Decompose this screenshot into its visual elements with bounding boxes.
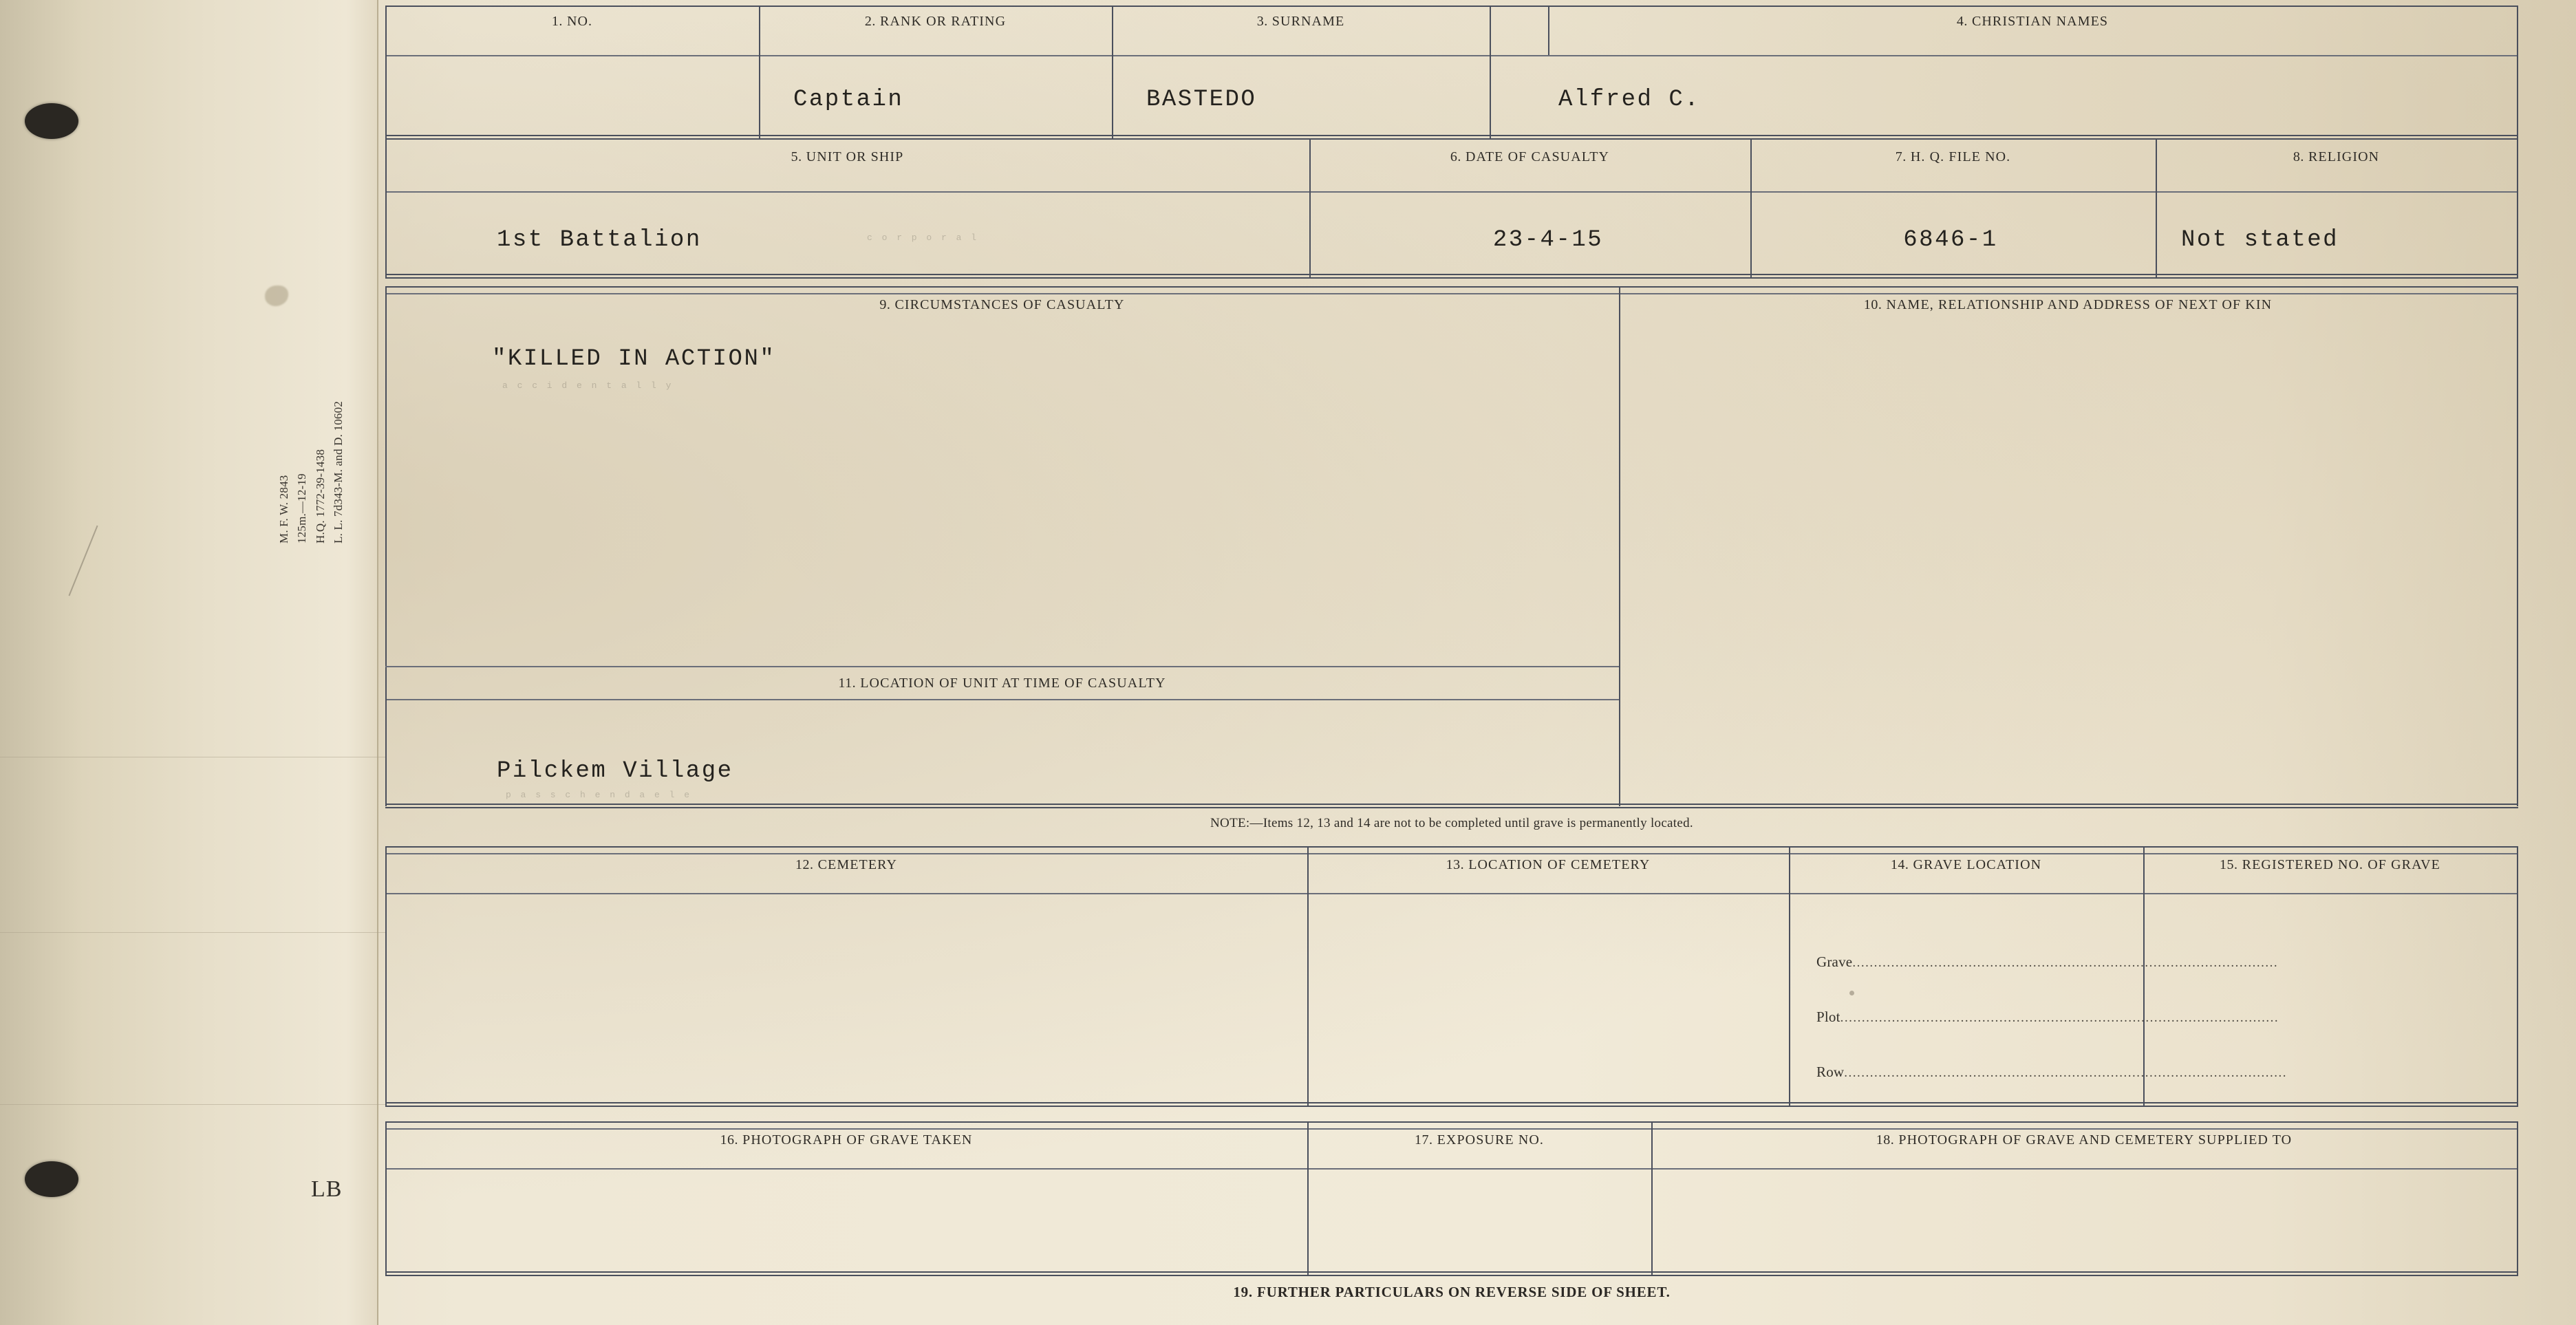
field-christian-names-number: 4.: [1956, 14, 1968, 29]
field-exposure-no-label: EXPOSURE NO.: [1437, 1132, 1545, 1148]
field-photo-supplied-header: [1651, 1124, 2517, 1148]
field-cemetery-label: CEMETERY: [817, 857, 898, 872]
field-grave-location-header: [1789, 849, 2143, 873]
rule-row2-right: [2517, 138, 2518, 277]
rule-row3-left: [385, 286, 387, 671]
rule-field11-left: [385, 671, 387, 806]
field-location-cemetery-value[interactable]: [1331, 927, 1772, 1086]
field-next-of-kin-value[interactable]: [1644, 346, 2498, 642]
field-registered-no-number: 15.: [2220, 857, 2238, 872]
field-date-label: DATE OF CASUALTY: [1466, 149, 1610, 164]
field-circumstances-header: [385, 289, 1619, 313]
rule-field11-v1: [1619, 671, 1620, 806]
form-footer: 19. FURTHER PARTICULARS ON REVERSE SIDE OF SHEET.: [1233, 1284, 1671, 1300]
field-cemetery-value[interactable]: [413, 927, 1287, 1086]
field-next-of-kin-header: [1619, 289, 2517, 313]
field-no-number: 1.: [551, 14, 563, 29]
field-circumstances-value[interactable]: "KILLED IN ACTION": [492, 346, 776, 372]
field-location-cemetery-header: [1307, 849, 1789, 873]
field-no-header: [385, 6, 759, 30]
field-religion-header: [2156, 141, 2517, 165]
field-circumstances-label: CIRCUMSTANCES OF CASUALTY: [894, 297, 1125, 312]
rule-row4-top: [385, 846, 2518, 848]
rule-row4-mid: [385, 893, 2518, 894]
field-registered-no-header: [2143, 849, 2517, 873]
field-location-cemetery-label: LOCATION OF CEMETERY: [1468, 857, 1651, 872]
field-location-unit-value[interactable]: Pilckem Village: [497, 758, 733, 784]
rule-row2-bottom2: [385, 277, 2518, 279]
field-hq-value[interactable]: 6846-1: [1903, 227, 1998, 253]
casualty-form: [385, 6, 2518, 1313]
imprint-line-3: H.Q. 1772-39-1438: [313, 449, 327, 543]
field-exposure-no-header: [1307, 1124, 1651, 1148]
field-christian-names-header: [1548, 6, 2517, 30]
rule-row1-v3: [1490, 6, 1491, 138]
field-date-header: [1309, 141, 1750, 165]
punch-hole-bottom: [25, 1161, 78, 1197]
field-christian-names-label: CHRISTIAN NAMES: [1971, 14, 2109, 29]
field-photo-taken-header: [385, 1124, 1307, 1148]
field-religion-label: RELIGION: [2308, 149, 2380, 164]
rule-row1-bottom2: [385, 138, 2518, 140]
field-next-of-kin-label: NAME, RELATIONSHIP AND ADDRESS OF NEXT OF KIN: [1886, 297, 2273, 312]
rule-row5-top: [385, 1121, 2518, 1123]
rule-row3-top: [385, 286, 2518, 288]
field-circumstances-number: 9.: [879, 297, 891, 312]
field-cemetery-number: 12.: [795, 857, 814, 872]
field-date-value[interactable]: 23-4-15: [1492, 227, 1604, 253]
rule-row4-bottom2: [385, 1106, 2518, 1107]
field-surname-label: SURNAME: [1271, 14, 1345, 29]
grave-row-plot-label: Plot: [1816, 1009, 1840, 1025]
rule-field11-right: [2517, 671, 2518, 806]
grave-row-row-leader: .......................................................................................................: [1844, 1066, 2288, 1080]
grave-row-plot-leader: ......................................................................................................: [1840, 1011, 2279, 1025]
rule-row4-right: [2517, 846, 2518, 1106]
rule-row4-bottom: [385, 1102, 2518, 1103]
rule-row5-right: [2517, 1121, 2518, 1275]
field-location-cemetery-number: 13.: [1446, 857, 1465, 872]
field-photo-supplied-label: PHOTOGRAPH OF GRAVE AND CEMETERY SUPPLIED TO: [1898, 1132, 2293, 1148]
field-registered-no-label: REGISTERED NO. OF GRAVE: [2242, 857, 2440, 872]
field-photo-supplied-value[interactable]: [1679, 1196, 2498, 1264]
field-photo-supplied-number: 18.: [1876, 1132, 1895, 1148]
rule-row5-bottom: [385, 1271, 2518, 1273]
rule-row5-bottom2: [385, 1275, 2518, 1276]
field-registered-no-value[interactable]: [2174, 941, 2498, 1079]
field-christian-names-value[interactable]: Alfred C.: [1558, 87, 1701, 113]
field-hq-number: 7.: [1895, 149, 1907, 164]
rule-row3-right: [2517, 286, 2518, 671]
field-grave-location-number: 14.: [1890, 857, 1909, 872]
faint-crease-2: [0, 932, 385, 933]
field-religion-value[interactable]: Not stated: [2181, 227, 2339, 253]
rule-row2-bottom: [385, 274, 2518, 275]
field-surname-value[interactable]: BASTEDO: [1146, 87, 1257, 113]
imprint-line-1: M. F. W. 2843: [277, 475, 290, 543]
rule-row4-v1: [1307, 846, 1309, 1106]
grave-row-grave-leader: ...................................................................................................: [1852, 956, 2279, 970]
grave-note: NOTE:—Items 12, 13 and 14 are not to be completed until grave is permanently located.: [1210, 816, 1693, 830]
field-date-number: 6.: [1450, 149, 1461, 164]
rule-row2-mid: [385, 191, 2518, 193]
imprint-line-2: 125m.—12-19: [295, 473, 309, 543]
faint-crease-3: [0, 1104, 385, 1105]
rule-row5-mid: [385, 1168, 2518, 1170]
rule-row4-left: [385, 846, 387, 1106]
field-cemetery-header: [385, 849, 1307, 873]
field-location-unit-number: 11.: [838, 676, 857, 691]
field-surname-number: 3.: [1256, 14, 1268, 29]
punch-hole-top: [25, 103, 78, 139]
field-no-label: NO.: [566, 14, 593, 29]
field-unit-number: 5.: [791, 149, 802, 164]
rule-row3-bottom: [385, 804, 2518, 805]
rule-row1-mid: [385, 55, 2518, 56]
field-surname-header: [1112, 6, 1490, 30]
grave-row-grave-label: Grave: [1816, 954, 1853, 970]
imprint-line-4: L. L. 7d343-M. and D. 10602: [332, 400, 345, 543]
printer-imprint: [275, 385, 347, 543]
rule-field11-top2: [385, 699, 1619, 700]
field-grave-location-label: GRAVE LOCATION: [1913, 857, 2042, 872]
side-mark: LB: [311, 1176, 343, 1202]
field-rank-label: RANK OR RATING: [879, 14, 1007, 29]
field-unit-header: [385, 141, 1309, 165]
rule-row1-bottom: [385, 135, 2518, 136]
field-hq-header: [1750, 141, 2156, 165]
field-exposure-no-number: 17.: [1414, 1132, 1433, 1148]
rule-row4-v2: [1789, 846, 1790, 1106]
binding-strip: [0, 0, 378, 1325]
field-photo-taken-label: PHOTOGRAPH OF GRAVE TAKEN: [742, 1132, 973, 1148]
rule-row3-bottom2: [385, 807, 2518, 808]
ghost-under-unit: c o r p o r a l: [867, 233, 979, 243]
field-photo-taken-value[interactable]: [413, 1196, 1287, 1264]
field-unit-label: UNIT OR SHIP: [806, 149, 904, 164]
field-religion-number: 8.: [2293, 149, 2304, 164]
field-rank-value[interactable]: Captain: [793, 87, 904, 113]
ghost-under-location: p a s s c h e n d a e l e: [506, 790, 692, 800]
rule-row3-v1: [1619, 286, 1620, 671]
field-exposure-no-value[interactable]: [1331, 1196, 1634, 1264]
grave-row-row-label: Row: [1816, 1064, 1845, 1080]
field-unit-value[interactable]: 1st Battalion: [497, 227, 702, 253]
field-hq-label: H. Q. FILE NO.: [1910, 149, 2011, 164]
field-location-unit-header: [385, 667, 1619, 691]
rule-row1-right: [2517, 6, 2518, 138]
paper-speck-1: [1849, 991, 1854, 995]
field-rank-header: [759, 6, 1112, 30]
field-next-of-kin-number: 10.: [1863, 297, 1882, 312]
ghost-under-circumstances: a c c i d e n t a l l y: [502, 380, 674, 391]
field-location-unit-label: LOCATION OF UNIT AT TIME OF CASUALTY: [860, 676, 1166, 691]
field-photo-taken-number: 16.: [720, 1132, 739, 1148]
field-rank-number: 2.: [864, 14, 876, 29]
